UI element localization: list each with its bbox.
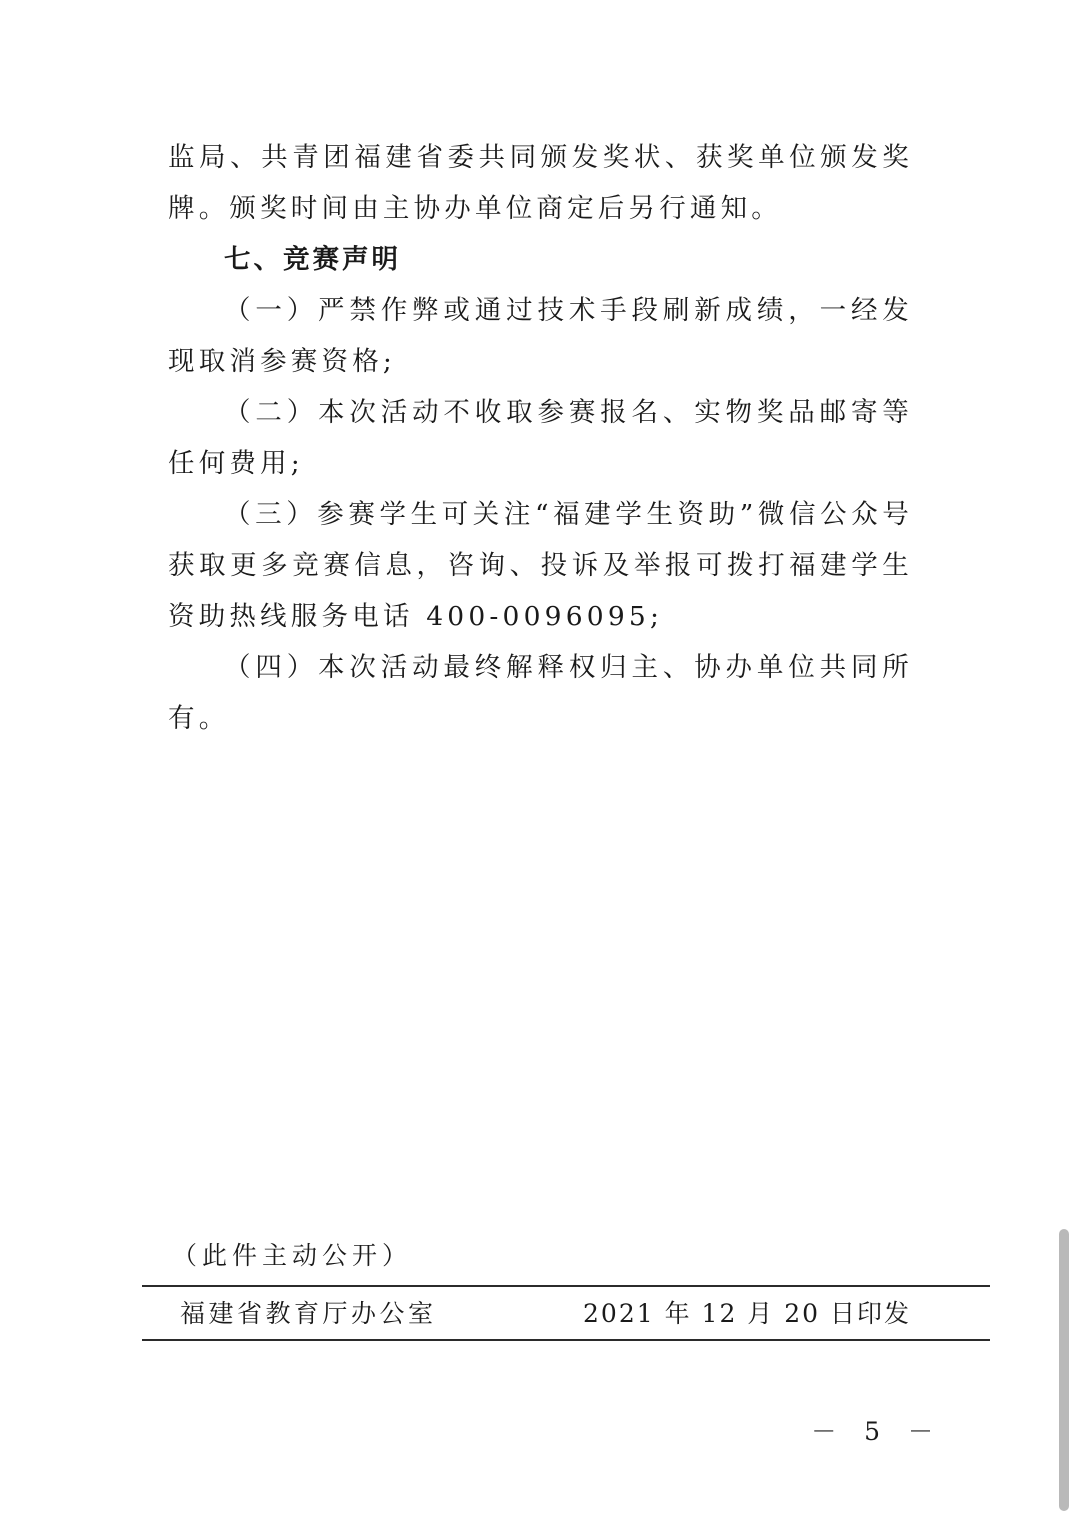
statement-item-4: （四）本次活动最终解释权归主、协办单位共同所有。 [168,652,913,734]
issue-date: 2021 年 12 月 20 日印发 [583,1299,911,1328]
page-number: － 5 － [811,1417,943,1446]
statement-item-3: （三）参赛学生可关注“福建学生资助”微信公众号获取更多竞赛信息，咨询、投诉及举报可拨打福建学生资助热线服务电话 400-0096095; [168,499,913,632]
footer-top-rule [142,1285,990,1287]
document-body [168,132,913,744]
issuing-office: 福建省教育厅办公室 [180,1299,437,1328]
public-disclosure-note: （此件主动公开） [172,1241,413,1270]
paragraph-award-continuation: 监局、共青团福建省委共同颁发奖状、获奖单位颁发奖牌。颁奖时间由主协办单位商定后另行通知。 [168,142,913,224]
section-heading-competition-statement: 七、竞赛声明 [224,244,401,275]
statement-item-1: （一）严禁作弊或通过技术手段刷新成绩，一经发现取消参赛资格; [168,295,913,377]
statement-item-2: （二）本次活动不收取参赛报名、实物奖品邮寄等任何费用; [168,397,913,479]
vertical-scrollbar[interactable] [1059,1229,1069,1511]
footer-bottom-rule [142,1339,990,1341]
